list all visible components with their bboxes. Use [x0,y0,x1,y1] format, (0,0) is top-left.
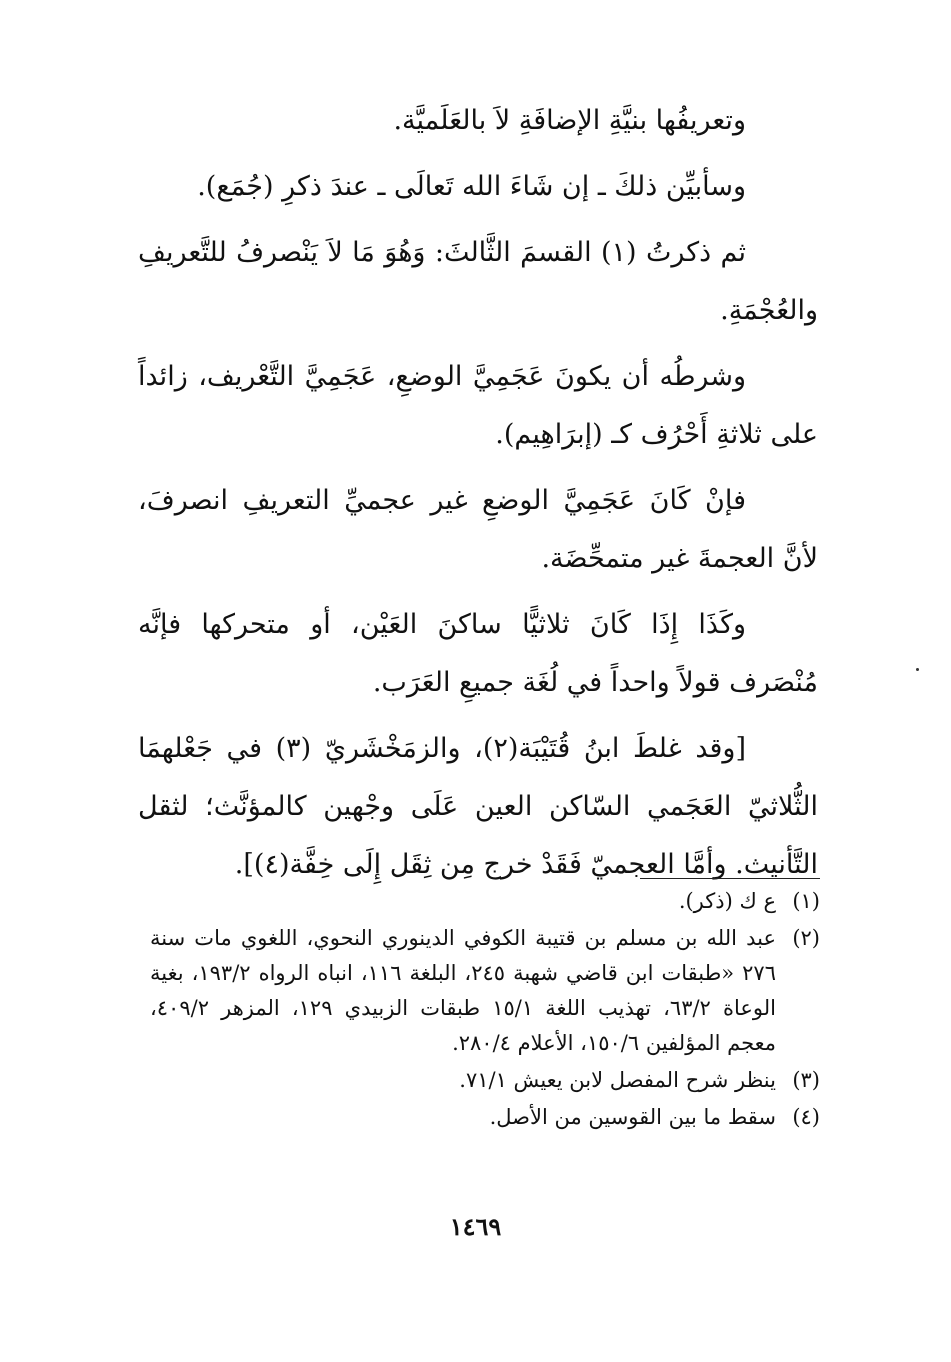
footnote-text: ع ك (ذكر). [678,889,776,913]
footnote-number: (٢) [792,926,820,950]
paragraph: وتعريفُها بنيَّةِ الإضافَةِ لاَ بالعَلَميَّة. [393,105,746,136]
footnote-item [150,1100,820,1135]
footnote-item [150,884,820,919]
footnote-text: عبد الله بن مسلم بن قتيبة الكوفي الدينوري النحوي، اللغوي مات سنة ٢٧٦ «طبقات ابن قاضي شهبة ٢٤٥، البلغة ١١٦، انباه الرواه ١٩٣/٢، بغية الوعاة ٦٣/٢، تهذيب اللغة ١٥/١ طبقات الزبيدي ١٢٩، المزهر ٤٠٩/٢، معجم المؤلفين ١٥٠/٦، الأعلام ٢٨٠/٤. [150,926,776,1055]
paragraph: [وقد غلطَ ابنُ قُتَيْبَة(٢)، والزمَخْشَريّ (٣) في جَعْلهمَا الثُّلاثيّ العَجَمي السّاكن العين عَلَى وجْهين كالمؤنَّث؛ لثقل التَّأنيث. وأمَّا العجميّ فَقَدْ خرج مِن ثِقَل إِلَى خِفَّة(٤)]. [138,733,818,880]
paragraph: وسأبيِّن ذلكَ ـ إن شَاءَ الله تَعالَى ـ عندَ ذكرِ (جُمَع). [197,171,746,202]
scan-speck [916,668,919,671]
paragraph: وشرطُه أن يكونَ عَجَمِيَّ الوضعِ، عَجَمِيَّ التَّعْريف، زائداً على ثلاثةِ أَحْرُف كـ (إبرَاهِيم). [138,361,818,450]
paragraph: فإنْ كَانَ عَجَمِيَّ الوضعِ غير عجميِّ التعريفِ انصرفَ، لأنَّ العجمةَ غير متمحِّضَة. [138,485,818,574]
footnote-text: ينظر شرح المفصل لابن يعيش ٧١/١. [459,1068,776,1092]
footnotes-section [150,884,820,1137]
footnote-divider [640,878,820,879]
main-text-body [138,92,818,902]
footnote-number: (٤) [792,1105,820,1129]
footnote-item [150,921,820,1061]
page-number: ١٤٦٩ [449,1212,502,1241]
footnote-text: سقط ما بين القوسين من الأصل. [489,1105,776,1129]
footnote-number: (٣) [792,1068,820,1092]
footnote-number: (١) [792,889,820,913]
footnote-item [150,1063,820,1098]
paragraph: ثم ذكرتُ (١) القسمَ الثَّالثَ: وَهُوَ مَا لاَ يَنْصرفُ للتَّعريفِ والعُجْمَةِ. [138,237,818,326]
paragraph: وكَذَا إِذَا كَانَ ثلاثيًّا ساكنَ العَيْن، أو متحركها فإنَّه مُنْصَرف قولاً واحداً في لُغَة جميعِ العَرَب. [138,609,818,698]
